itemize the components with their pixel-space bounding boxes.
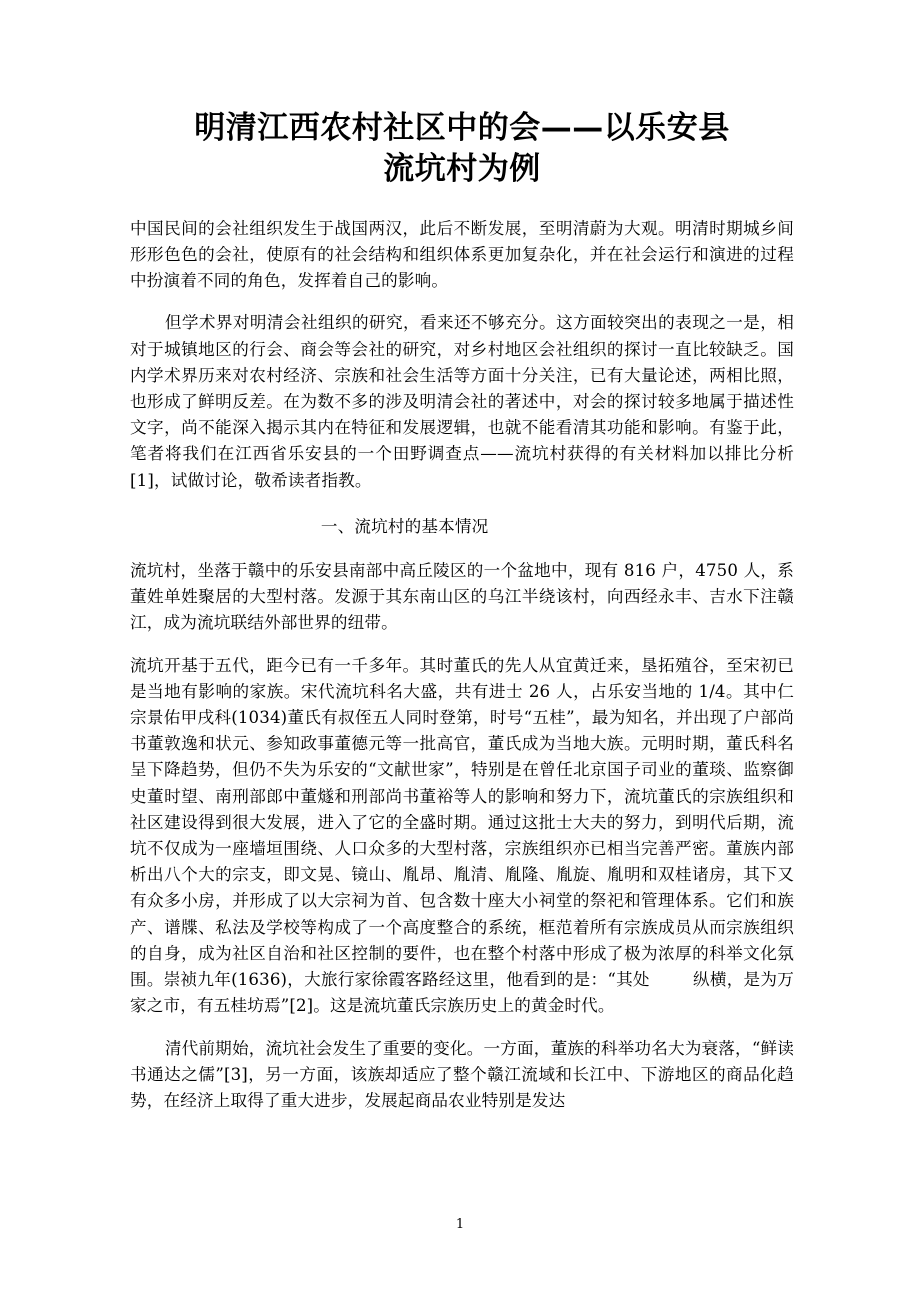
village-history-part-2: 纵横，是为万家之市，有五桂坊焉”[2]。这是流坑董氏宗族历史上的黄金时代。 [130, 970, 794, 1016]
paragraph-village-overview: 流坑村，坐落于赣中的乐安县南部中高丘陵区的一个盆地中，现有 816 户，4750 人，系董姓单姓聚居的大型村落。发源于其东南山区的乌江半绕该村，向西经永丰、吉水下注赣江，成为流坑联结外部世界的纽带。 [130, 561, 794, 633]
page-number: 1 [455, 1217, 465, 1232]
page-title-line-1: 明清江西农村社区中的会——以乐安县 [194, 110, 730, 146]
paragraph-village-history [130, 653, 794, 1020]
paragraph-qing-changes: 清代前期始，流坑社会发生了重要的变化。一方面，董族的科举功名大为衰落，“鲜读书通达之儒”[3]，另一方面，该族却适应了整个赣江流域和长江中、下游地区的商品化趋势，在经济上取得了重大进步，发展起商品农业特别是发达 [130, 1038, 794, 1110]
page-title-line-2: 流坑村为例 [383, 150, 541, 187]
section-heading: 一、流坑村的基本情况 [320, 516, 489, 536]
paragraph-intro: 中国民间的会社组织发生于战国两汉，此后不断发展，至明清蔚为大观。明清时期城乡间形形色色的会社，使原有的社会结构和组织体系更加复杂化，并在社会运行和演进的过程中扮演着不同的角色，发挥着自己的影响。 [130, 218, 794, 291]
paragraph-research-gap: 但学术界对明清会社组织的研究，看来还不够充分。这方面较突出的表现之一是，相对于城镇地区的行会、商会等会社的研究，对乡村地区会社组织的探讨一直比较缺乏。国内学术界历来对农村经济、宗族和社会生活等方面十分关注，已有大量论述，两相比照，也形成了鲜明反差。在为数不多的涉及明清会社的著述中，对会的探讨较多地属于描述性文字，尚不能深入揭示其内在特征和发展逻辑，也就不能看清其功能和影响。有鉴于此，笔者将我们在江西省乐安县的一个田野调查点——流坑村获得的有关材料加以排比分析[1]，试做讨论，敬希读者指教。 [130, 313, 794, 490]
document-body [130, 216, 794, 1114]
village-history-part-1: 流坑开基于五代，距今已有一千多年。其时董氏的先人从宜黄迁来，垦拓殖谷，至宋初已是当地有影响的家族。宋代流坑科名大盛，共有进士 26 人，占乐安当地的 1/4。其中仁宗景佑甲戌科(1034)董氏有叔侄五人同时登第，时号“五桂”，最为知名，并出现了户部尚书董敦逸和状元、参知政事董德元等一批高官，董氏成为当地大族。元明时期，董氏科名呈下降趋势，但仍不失为乐安的“文献世家”，特别是在曾任北京国子司业的董琰、监察御史董时望、南刑部郎中董燧和刑部尚书董裕等人的影响和努力下，流坑董氏的宗族组织和社区建设得到很大发展，进入了它的全盛时期。通过这批士大夫的努力，到明代后期，流坑不仅成为一座墙垣围绕、人口众多的大型村落，宗族组织亦已相当完善严密。董族内部析出八个大的宗支，即文晃、镜山、胤昂、胤清、胤隆、胤旋、胤明和双桂诸房，其下又有众多小房，并形成了以大宗祠为首、包含数十座大小祠堂的祭祀和管理体系。它们和族产、谱牒、私法及学校等构成了一个高度整合的系统，框范着所有宗族成员从而宗族组织的自身，成为社区自治和社区控制的要件，也在整个村落中形成了极为浓厚的科举文化氛围。崇祯九年(1636)，大旅行家徐霞客路经这里，他看到的是：“其处 [130, 655, 794, 990]
page-title [130, 0, 794, 190]
